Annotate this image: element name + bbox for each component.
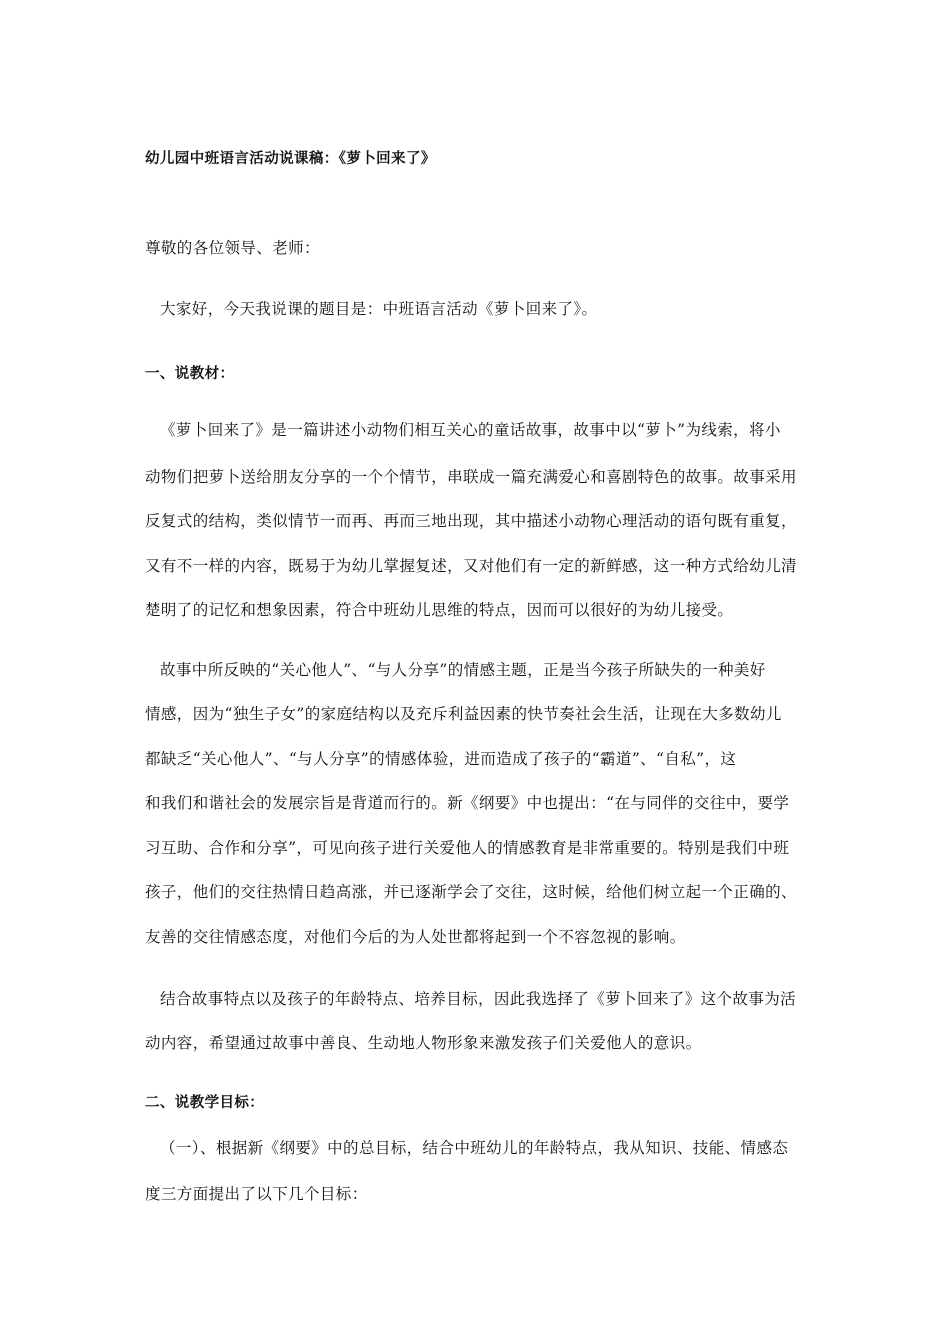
paragraph-line: 情感，因为“独生子女”的家庭结构以及充斥利益因素的快节奏社会生活，让现在大多数幼儿: [145, 705, 782, 723]
paragraph-line: 孩子，他们的交往热情日趋高涨，并已逐渐学会了交往，这时候，给他们树立起一个正确的、: [145, 883, 797, 901]
intro-paragraph: 大家好，今天我说课的题目是：中班语言活动《萝卜回来了》。: [160, 300, 598, 318]
paragraph-line: 动内容，希望通过故事中善良、生动地人物形象来激发孩子们关爱他人的意识。: [145, 1034, 702, 1052]
section-1-heading: 一、说教材：: [145, 366, 235, 382]
paragraph-line: 又有不一样的内容，既易于为幼儿掌握复述，又对他们有一定的新鲜感，这一种方式给幼儿清: [145, 557, 797, 575]
document-title: 幼儿园中班语言活动说课稿：《萝卜回来了》: [145, 151, 436, 167]
section-2-heading: 二、说教学目标：: [145, 1095, 265, 1111]
paragraph-line: 反复式的结构，类似情节一而再、再而三地出现，其中描述小动物心理活动的语句既有重复，: [145, 512, 797, 530]
paragraph-line: 都缺乏“关心他人”、“与人分享”的情感体验，进而造成了孩子的“霸道”、“自私”，这: [145, 750, 737, 768]
paragraph-line: 习互助、合作和分享”，可见向孩子进行关爱他人的情感教育是非常重要的。特别是我们中班: [145, 839, 790, 857]
paragraph-line: 动物们把萝卜送给朋友分享的一个个情节，串联成一篇充满爱心和喜剧特色的故事。故事采用: [145, 468, 797, 486]
paragraph-line: 楚明了的记忆和想象因素，符合中班幼儿思维的特点，因而可以很好的为幼儿接受。: [145, 601, 734, 619]
paragraph-line: 《萝卜回来了》是一篇讲述小动物们相互关心的童话故事，故事中以“萝卜”为线索，将小: [160, 421, 781, 439]
paragraph-line: 和我们和谐社会的发展宗旨是背道而行的。新《纲要》中也提出：“在与同伴的交往中，要学: [145, 794, 790, 812]
paragraph-line: 结合故事特点以及孩子的年龄特点、培养目标，因此我选择了《萝卜回来了》这个故事为活: [160, 990, 797, 1008]
paragraph-line: 度三方面提出了以下几个目标：: [145, 1185, 368, 1203]
paragraph-line: 友善的交往情感态度，对他们今后的为人处世都将起到一个不容忽视的影响。: [145, 928, 686, 946]
greeting: 尊敬的各位领导、老师：: [145, 239, 320, 257]
paragraph-line: 故事中所反映的“关心他人”、“与人分享”的情感主题，正是当今孩子所缺失的一种美好: [160, 661, 766, 679]
paragraph-line: （一）、根据新《纲要》中的总目标，结合中班幼儿的年龄特点，我从知识、技能、情感态: [160, 1139, 789, 1157]
